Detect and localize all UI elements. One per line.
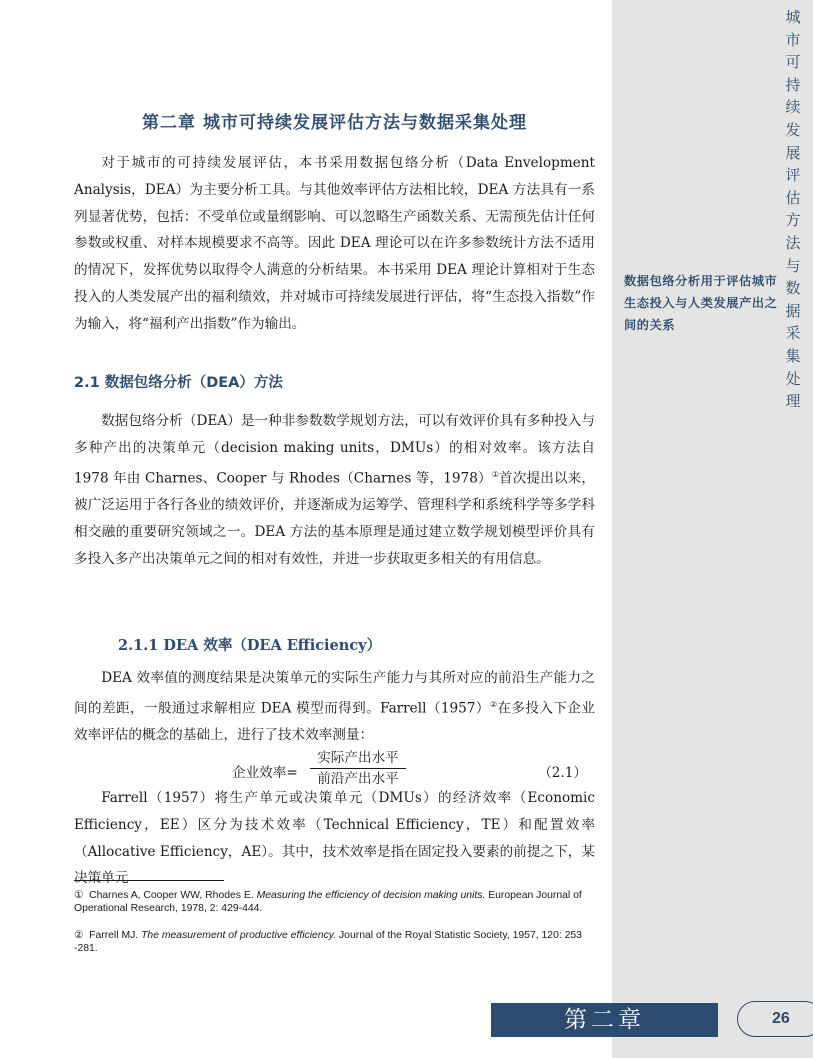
section-2-1-1-heading: 2.1.1 DEA 效率（DEA Efficiency） <box>118 637 382 654</box>
footnote-2-title: The measurement of productive efficiency. <box>141 930 337 941</box>
fraction-bar <box>310 768 406 769</box>
section-2-1-1-text-b: 在多投入下企业效率评估的概念的基础上，进行了技术效率测量： <box>74 700 595 744</box>
formula-numerator: 实际产出水平 <box>317 750 399 766</box>
section-2-1-paragraph <box>74 408 595 572</box>
section-2-1-1-paragraph-2: Farrell（1957）将生产单元或决策单元（DMUs）的经济效率（Economic Efficiency，EE）区分为技术效率（Technical Efficiency，TE）和配置效率（Allocative Efficiency，AE）。其中，技术效率是指在固定投入要素的前提之下，某决策单元 <box>74 790 595 887</box>
formula-number: （2.1） <box>538 765 587 781</box>
footnote-1-mark: ① <box>74 890 84 901</box>
footnote-1-title: Measuring the efficiency of decision making units. <box>256 890 486 901</box>
page-number: 26 <box>737 1001 813 1037</box>
formula-denominator: 前沿产出水平 <box>317 771 399 787</box>
footnote-ref-2[interactable]: ② <box>489 699 498 709</box>
efficiency-formula <box>74 749 595 789</box>
footnote-1-authors: Charnes A, Cooper WW, Rhodes E. <box>89 890 254 901</box>
chapter-title: 第二章 城市可持续发展评估方法与数据采集处理 <box>142 113 527 133</box>
section-2-1-1-text-a: DEA 效率值的测度结果是决策单元的实际生产能力与其所对应的前沿生产能力之间的差距，一般通过求解相应 DEA 模型而得到。Farrell（1957） <box>74 670 595 717</box>
footnote-2-mark: ② <box>74 930 84 941</box>
formula-label: 企业效率= <box>232 765 298 781</box>
footnote-1-source: European Journal of Operational Research, 1978, 2: 429-444. <box>74 890 582 914</box>
footnote-2 <box>74 929 595 955</box>
intro-paragraph: 对于城市的可持续发展评估，本书采用数据包络分析（Data Envelopment Analysis，DEA）为主要分析工具。与其他效率评估方法相比较，DEA 方法具有一系列显著优势，包括：不受单位或量纲影响、可以忽略生产函数关系、无需预先估计任何参数或权重、对样本规模要求不高等。因此 DEA 理论可以在许多参数统计方法不适用的情况下，发挥优势以取得令人满意的分析结果。本书采用 DEA 理论计算相对于生态投入的人类发展产出的福利绩效，并对城市可持续发展进行评估，将“生态投入指数”作为输入，将“福利产出指数”作为输出。 <box>74 155 595 332</box>
section-2-1-text-a: 数据包络分析（DEA）是一种非参数数学规划方法，可以有效评价具有多种投入与多种产出的决策单元（decision making units，DMUs）的相对效率。该方法自 1978 年由 Charnes、Cooper 与 Rhodes（Charnes 等，1978） <box>74 413 595 487</box>
formula-fraction <box>310 749 406 788</box>
footnote-2-authors: Farrell MJ. <box>89 930 139 941</box>
section-2-1-1-paragraph <box>74 665 595 749</box>
footnote-divider <box>74 880 224 881</box>
sidebar-note: 数据包络分析用于评估城市生态投入与人类发展产出之间的关系 <box>624 274 778 332</box>
section-2-1-text-b: 首次提出以来，被广泛运用于各行各业的绩效评价，并逐渐成为运筹学、管理科学和系统科学等多学科相交融的重要研究领域之一。DEA 方法的基本原理是通过建立数学规划模型评价具有多投入多产出决策单元之间的相对有效性，并进一步获取更多相关的有用信息。 <box>74 470 596 567</box>
chapter-badge: 第二章 <box>491 1003 718 1037</box>
footnote-2-source: Journal of the Royal Statistic Society, 1957, 120: 253 -281. <box>74 930 582 954</box>
footnote-ref-1[interactable]: ① <box>491 469 500 479</box>
sidebar-vertical-title: 城市可持续发展评估方法与数据采集处理 <box>785 8 801 411</box>
footnote-1 <box>74 889 595 915</box>
section-2-1-heading: 2.1 数据包络分析（DEA）方法 <box>74 375 283 391</box>
